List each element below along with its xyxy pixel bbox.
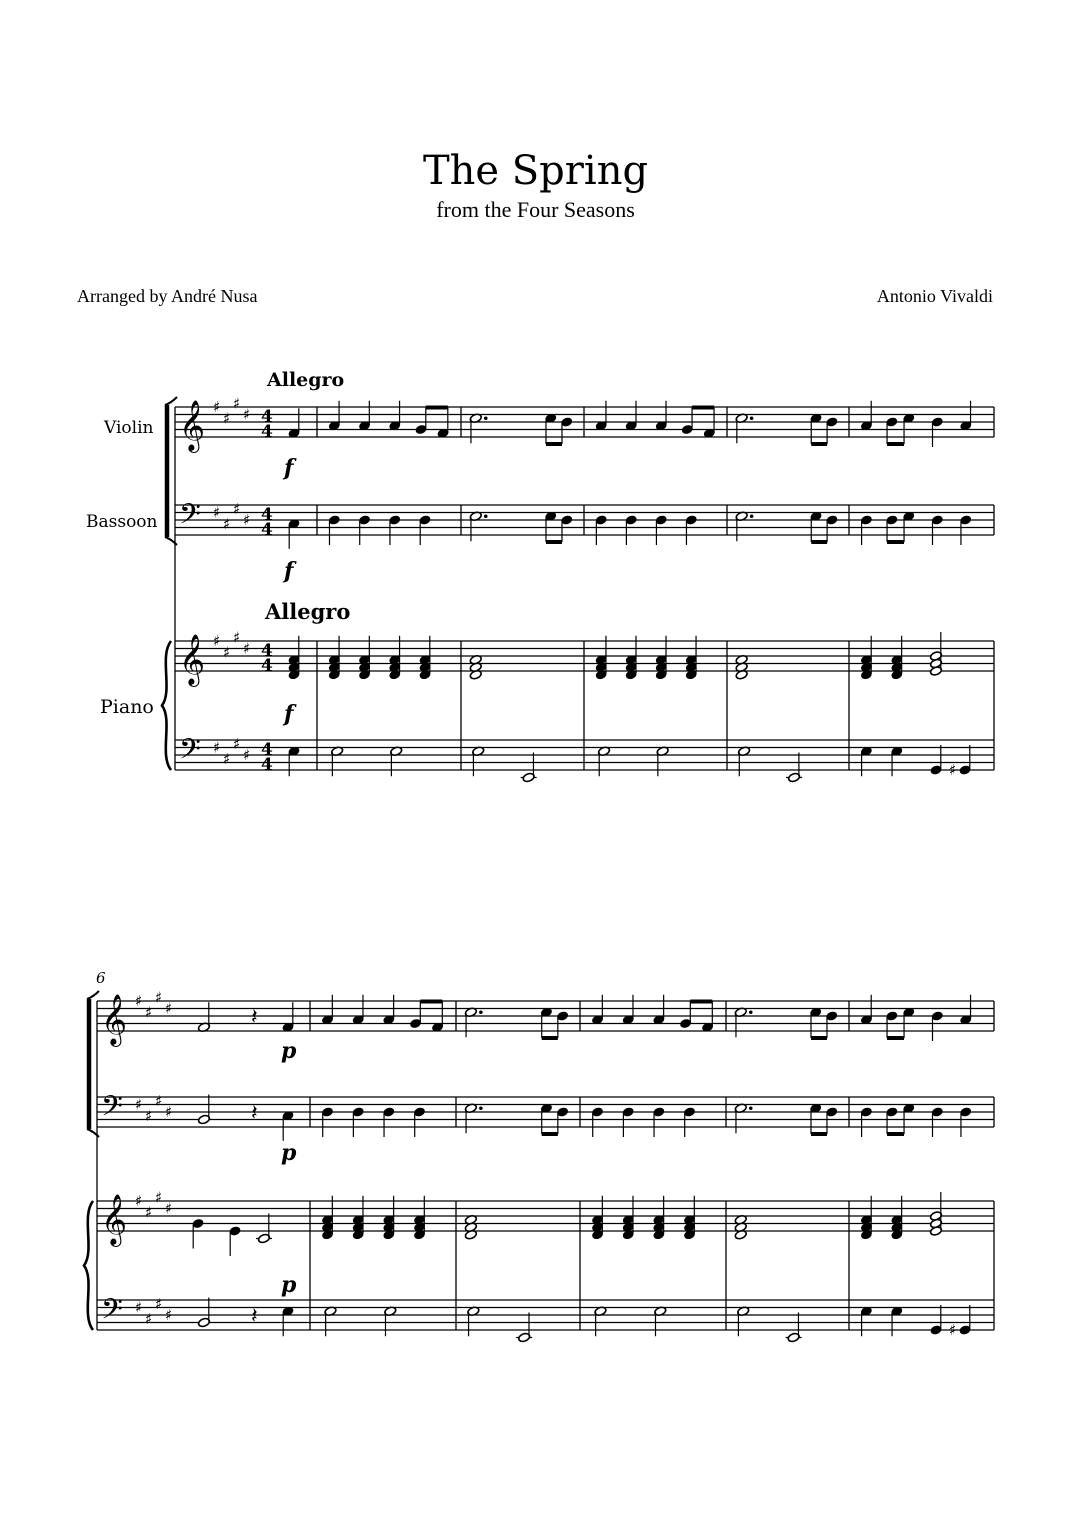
note-head bbox=[655, 515, 667, 525]
dynamic-piano: p bbox=[281, 1272, 297, 1298]
note-head bbox=[557, 1011, 569, 1021]
sharp-accidental: ♯ bbox=[949, 1321, 957, 1339]
instrument-label-piano: Piano bbox=[100, 696, 154, 718]
key-signature-sharp: ♯ bbox=[155, 1294, 163, 1313]
key-signature-sharp: ♯ bbox=[213, 632, 221, 650]
note-head bbox=[625, 515, 637, 525]
dynamic-piano: p bbox=[281, 1140, 297, 1166]
note-head bbox=[886, 417, 898, 427]
note-head bbox=[886, 1011, 898, 1021]
key-signature-sharp: ♯ bbox=[135, 1095, 143, 1114]
note-head bbox=[886, 1107, 898, 1117]
note-head bbox=[886, 515, 898, 525]
time-signature-numerator: 4 bbox=[261, 505, 273, 525]
note-head bbox=[328, 515, 340, 525]
note-head bbox=[389, 515, 401, 525]
treble-clef-icon: 𝄞 bbox=[179, 634, 206, 685]
key-signature-sharp: ♯ bbox=[243, 639, 251, 658]
augmentation-dot bbox=[484, 416, 488, 420]
note-head bbox=[595, 515, 607, 525]
dynamic-piano: p bbox=[281, 1038, 297, 1064]
key-signature-sharp: ♯ bbox=[145, 1106, 153, 1125]
piano-brace bbox=[162, 641, 171, 770]
note-head bbox=[826, 515, 838, 525]
key-signature-sharp: ♯ bbox=[155, 1188, 163, 1207]
key-signature-sharp: ♯ bbox=[233, 628, 241, 647]
time-signature-numerator: 4 bbox=[261, 740, 273, 760]
bass-clef-icon: 𝄢 bbox=[179, 733, 201, 773]
bass-clef-icon: 𝄢 bbox=[101, 1090, 123, 1130]
note-head bbox=[322, 1107, 334, 1117]
quarter-rest: 𝄽 bbox=[251, 1101, 258, 1126]
key-signature-sharp: ♯ bbox=[145, 1003, 153, 1022]
key-signature-sharp: ♯ bbox=[243, 746, 251, 764]
note-head bbox=[684, 1107, 696, 1117]
key-signature-sharp: ♯ bbox=[233, 734, 241, 753]
key-signature-sharp: ♯ bbox=[213, 738, 221, 757]
sharp-accidental: ♯ bbox=[949, 761, 957, 779]
treble-clef-icon: 𝄞 bbox=[101, 1194, 128, 1245]
piano-brace bbox=[84, 1201, 93, 1330]
bracket-hook bbox=[87, 991, 99, 999]
key-signature-sharp: ♯ bbox=[213, 398, 221, 416]
note-head bbox=[681, 424, 693, 434]
note-head bbox=[931, 1107, 943, 1117]
note-head bbox=[959, 1325, 971, 1335]
key-signature-sharp: ♯ bbox=[165, 1103, 173, 1121]
key-signature-sharp: ♯ bbox=[155, 1091, 163, 1110]
bracket-hook bbox=[165, 397, 177, 405]
key-signature-sharp: ♯ bbox=[135, 1192, 143, 1210]
instrument-label-bassoon: Bassoon bbox=[86, 512, 158, 532]
note-head bbox=[419, 515, 431, 525]
note-head bbox=[229, 1226, 241, 1236]
note-head bbox=[826, 1107, 838, 1117]
augmentation-dot bbox=[479, 1010, 483, 1014]
note-head bbox=[415, 424, 427, 434]
note-head bbox=[383, 1107, 395, 1117]
key-signature-sharp: ♯ bbox=[243, 405, 251, 424]
bass-clef-icon: 𝄢 bbox=[179, 498, 201, 538]
key-signature-sharp: ♯ bbox=[223, 514, 231, 533]
quarter-rest: 𝄽 bbox=[251, 1005, 258, 1030]
augmentation-dot bbox=[749, 1010, 753, 1014]
note-head bbox=[414, 1107, 426, 1117]
measure-number: 6 bbox=[96, 969, 106, 987]
bass-clef-icon: 𝄢 bbox=[101, 1293, 123, 1333]
key-signature-sharp: ♯ bbox=[233, 499, 241, 518]
augmentation-dot bbox=[484, 514, 488, 518]
augmentation-dot bbox=[750, 514, 754, 518]
key-signature-sharp: ♯ bbox=[165, 1306, 173, 1324]
key-signature-sharp: ♯ bbox=[165, 1199, 173, 1218]
key-signature-sharp: ♯ bbox=[145, 1309, 153, 1328]
key-signature-sharp: ♯ bbox=[233, 394, 241, 413]
key-signature-sharp: ♯ bbox=[223, 409, 231, 428]
augmentation-dot bbox=[749, 1106, 753, 1110]
note-head bbox=[561, 515, 573, 525]
note-head bbox=[592, 1107, 604, 1117]
key-signature-sharp: ♯ bbox=[223, 643, 231, 662]
quarter-rest: 𝄽 bbox=[251, 1304, 258, 1329]
note-head bbox=[557, 1107, 569, 1117]
dynamic-forte: f bbox=[284, 701, 294, 727]
score-subtitle: from the Four Seasons bbox=[436, 197, 635, 222]
time-signature-denominator: 4 bbox=[261, 422, 273, 442]
note-head bbox=[359, 515, 371, 525]
note-head bbox=[930, 1325, 942, 1335]
key-signature-sharp: ♯ bbox=[213, 503, 221, 522]
key-signature-sharp: ♯ bbox=[223, 749, 231, 768]
note-head bbox=[653, 1107, 665, 1117]
note-head bbox=[561, 417, 573, 427]
note-head bbox=[622, 1107, 634, 1117]
tempo-marking: Allegro bbox=[267, 369, 345, 391]
note-head bbox=[860, 515, 872, 525]
key-signature-sharp: ♯ bbox=[155, 988, 163, 1007]
note-head bbox=[826, 1011, 838, 1021]
instrument-label-violin: Violin bbox=[104, 418, 154, 438]
note-head bbox=[960, 1107, 972, 1117]
note-head bbox=[959, 765, 971, 775]
dynamic-forte: f bbox=[284, 455, 294, 481]
time-signature-numerator: 4 bbox=[261, 407, 273, 427]
treble-clef-icon: 𝄞 bbox=[179, 400, 206, 451]
arranger-credit: Arranged by André Nusa bbox=[77, 286, 258, 306]
note-head bbox=[352, 1107, 364, 1117]
note-head bbox=[960, 515, 972, 525]
augmentation-dot bbox=[479, 1106, 483, 1110]
note-head bbox=[410, 1018, 422, 1028]
note-head bbox=[192, 1218, 204, 1228]
key-signature-sharp: ♯ bbox=[243, 511, 251, 529]
treble-clef-icon: 𝄞 bbox=[101, 994, 128, 1045]
key-signature-sharp: ♯ bbox=[135, 992, 143, 1010]
composer-credit: Antonio Vivaldi bbox=[876, 286, 993, 306]
note-head bbox=[685, 515, 697, 525]
key-signature-sharp: ♯ bbox=[135, 1298, 143, 1317]
time-signature-denominator: 4 bbox=[261, 755, 273, 775]
note-head bbox=[860, 1107, 872, 1117]
note-head bbox=[931, 1011, 943, 1021]
dynamic-forte: f bbox=[284, 558, 294, 584]
time-signature-numerator: 4 bbox=[261, 641, 273, 661]
time-signature-denominator: 4 bbox=[261, 656, 273, 676]
time-signature-denominator: 4 bbox=[261, 520, 273, 540]
note-head bbox=[931, 515, 943, 525]
note-head bbox=[826, 417, 838, 427]
note-head bbox=[930, 765, 942, 775]
note-head bbox=[931, 417, 943, 427]
key-signature-sharp: ♯ bbox=[145, 1203, 153, 1222]
note-head bbox=[680, 1018, 692, 1028]
key-signature-sharp: ♯ bbox=[165, 999, 173, 1018]
augmentation-dot bbox=[750, 416, 754, 420]
tempo-marking: Allegro bbox=[265, 599, 351, 624]
score-title: The Spring bbox=[422, 148, 649, 194]
